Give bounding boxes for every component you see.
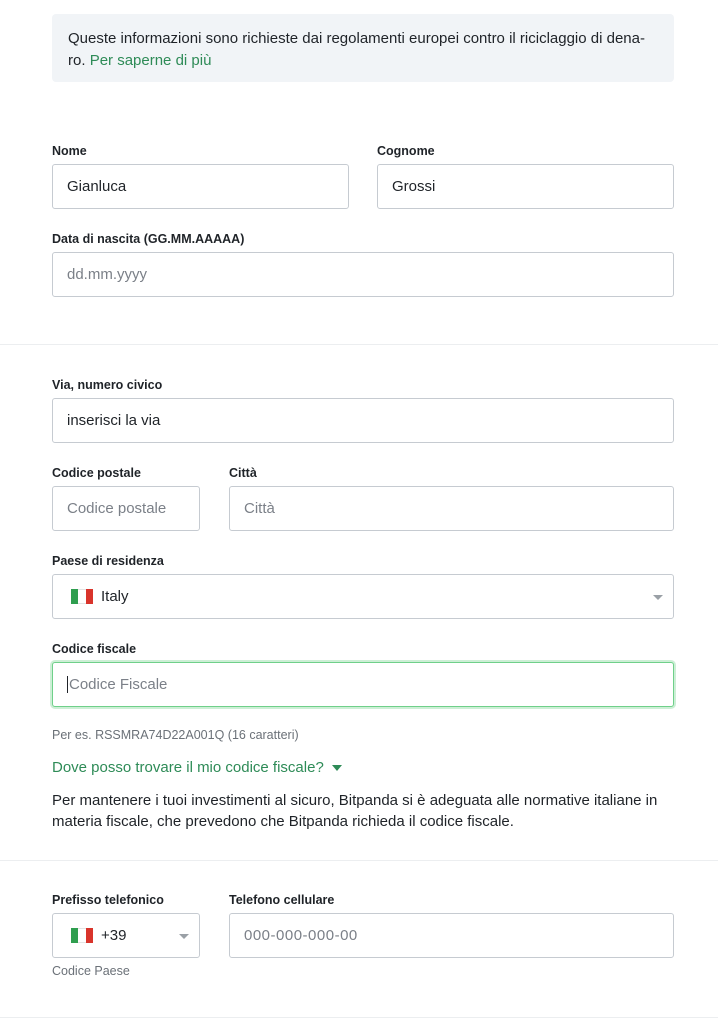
phone-prefix-hint: Codice Paese [52,964,130,978]
tax-code-input[interactable] [52,662,674,707]
phone-prefix-label: Prefisso telefonico [52,893,164,907]
tax-code-help-toggle[interactable] [52,759,342,776]
street-label: Via, numero civico [52,378,163,392]
country-label: Paese di residenza [52,554,164,568]
tax-code-placeholder: Codice Fiscale [69,676,168,693]
city-placeholder: Città [244,500,275,517]
tax-code-label: Codice fiscale [52,642,137,656]
city-input[interactable] [229,486,674,531]
section-divider [0,344,718,345]
chevron-down-icon [653,595,663,600]
italy-flag-icon [71,928,93,943]
tax-code-help-text: Dove posso trovare il mio codice fiscale? [52,759,324,776]
chevron-down-icon [179,934,189,939]
mobile-phone-input[interactable] [229,913,674,958]
tax-code-explanation: Per mantenere i tuoi investimenti al sicuro, Bitpanda si è adeguata alle normative italiane in materia fiscale, che prevedono che Bitpanda richieda il codice fiscale. [52,792,658,830]
postal-code-label: Codice postale [52,466,141,480]
last-name-input[interactable] [377,164,674,209]
text-caret [67,676,68,693]
phone-prefix-select[interactable] [52,913,200,958]
city-label: Città [229,466,257,480]
dob-placeholder: dd.mm.yyyy [67,266,148,283]
first-name-input[interactable] [52,164,349,209]
postal-code-placeholder: Codice postale [67,500,167,517]
dob-label: Data di nascita (GG.MM.AAAAA) [52,232,245,246]
country-value: Italy [101,588,129,605]
street-input[interactable] [52,398,674,443]
street-value: inserisci la via [67,412,161,429]
section-divider-3 [0,1017,718,1018]
country-select[interactable] [52,574,674,619]
last-name-value: Grossi [392,178,436,195]
italy-flag-icon [71,589,93,604]
caret-down-icon [332,765,342,771]
phone-prefix-value: +39 [101,927,127,944]
learn-more-link[interactable]: Per saperne di più [89,52,212,69]
mobile-phone-placeholder: 000-000-000-00 [244,927,358,944]
first-name-value: Gianluca [67,178,127,195]
first-name-label: Nome [52,144,87,158]
info-text: Queste informazioni sono richieste dai regolamenti europei contro il riciclaggio di dena-ro. [68,30,645,69]
dob-input[interactable] [52,252,674,297]
mobile-phone-label: Telefono cellulare [229,893,335,907]
postal-code-input[interactable] [52,486,200,531]
tax-code-hint: Per es. RSSMRA74D22A001Q (16 caratteri) [52,728,299,742]
last-name-label: Cognome [377,144,435,158]
info-banner [52,14,674,82]
section-divider-2 [0,860,718,861]
